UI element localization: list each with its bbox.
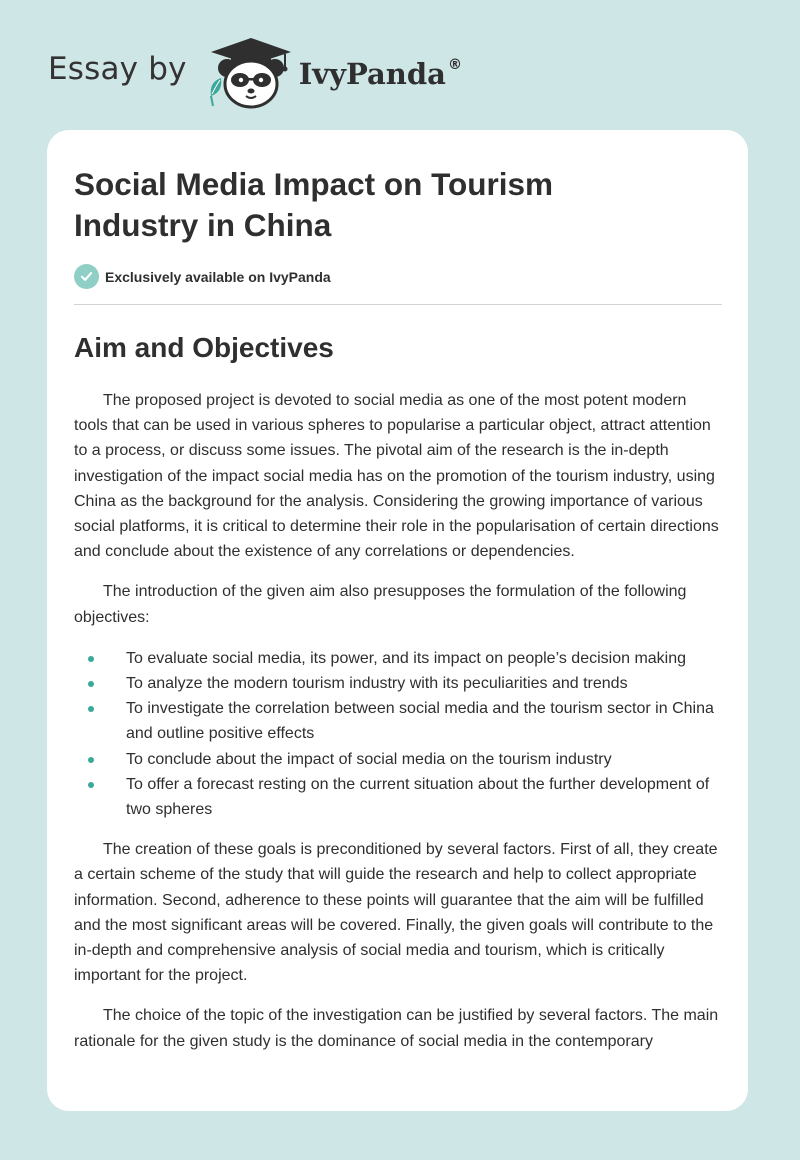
brand-name[interactable]: IvyPanda ® [298,57,462,91]
panda-graduate-icon[interactable] [201,34,293,110]
bullet-icon [88,681,94,687]
registered-mark: ® [447,57,462,73]
paragraph: The choice of the topic of the investigation can be justified by several factors. The main rationale for the given study is the dominance of social media in the contemporary [74,1007,719,1050]
brand-prefix: Essay by [48,51,187,87]
paragraph: The introduction of the given aim also presupposes the formulation of the following objectives: [74,583,687,626]
list-item [74,747,722,772]
site-header [48,34,462,110]
section-heading: Aim and Objectives [74,332,334,363]
bullet-icon [88,757,94,763]
list-item-text: To conclude about the impact of social media on the tourism industry [126,750,612,768]
list-item-text: To offer a forecast resting on the current situation about the further development of two spheres [126,775,710,819]
list-item [74,696,722,746]
list-item [74,671,722,696]
list-item-text: To evaluate social media, its power, and its impact on people’s decision making [126,649,687,667]
list-item [74,646,722,671]
paragraph: The creation of these goals is preconditioned by several factors. First of all, they create a certain scheme of the study that will guide the research and help to collect appropriate information. Second, adherence to these points will guarantee that the aim will be fulfilled and the most significant areas will be covered. Finally, the given goals will contribute to the in-depth and comprehensive analysis of social media and tourism, which is critically important for the project. [74,841,718,985]
bullet-icon [88,656,94,662]
list-item-text: To analyze the modern tourism industry with its peculiarities and trends [126,675,628,693]
objectives-list [74,646,722,822]
essay-card [47,130,748,1111]
check-icon [74,264,99,289]
bullet-icon [88,782,94,788]
page-title: Social Media Impact on Tourism Industry in China [74,166,554,243]
list-item [74,772,722,822]
bullet-icon [88,706,94,712]
paragraph: The proposed project is devoted to social media as one of the most potent modern tools that can be used in various spheres to popularise a particular object, attract attention to a process, or discuss some issues. The pivotal aim of the research is the in-depth investigation of the impact social media has on the promotion of the tourism industry, using China as the background for the analysis. Considering the growing importance of various social platforms, it is critical to determine their role in the popularisation of certain directions and conclude about the existence of any correlations or dependencies. [74,392,719,561]
exclusive-badge [74,264,722,305]
exclusive-label: Exclusively available on IvyPanda [105,268,331,285]
list-item-text: To investigate the correlation between social media and the tourism sector in China and outline positive effects [126,700,714,743]
